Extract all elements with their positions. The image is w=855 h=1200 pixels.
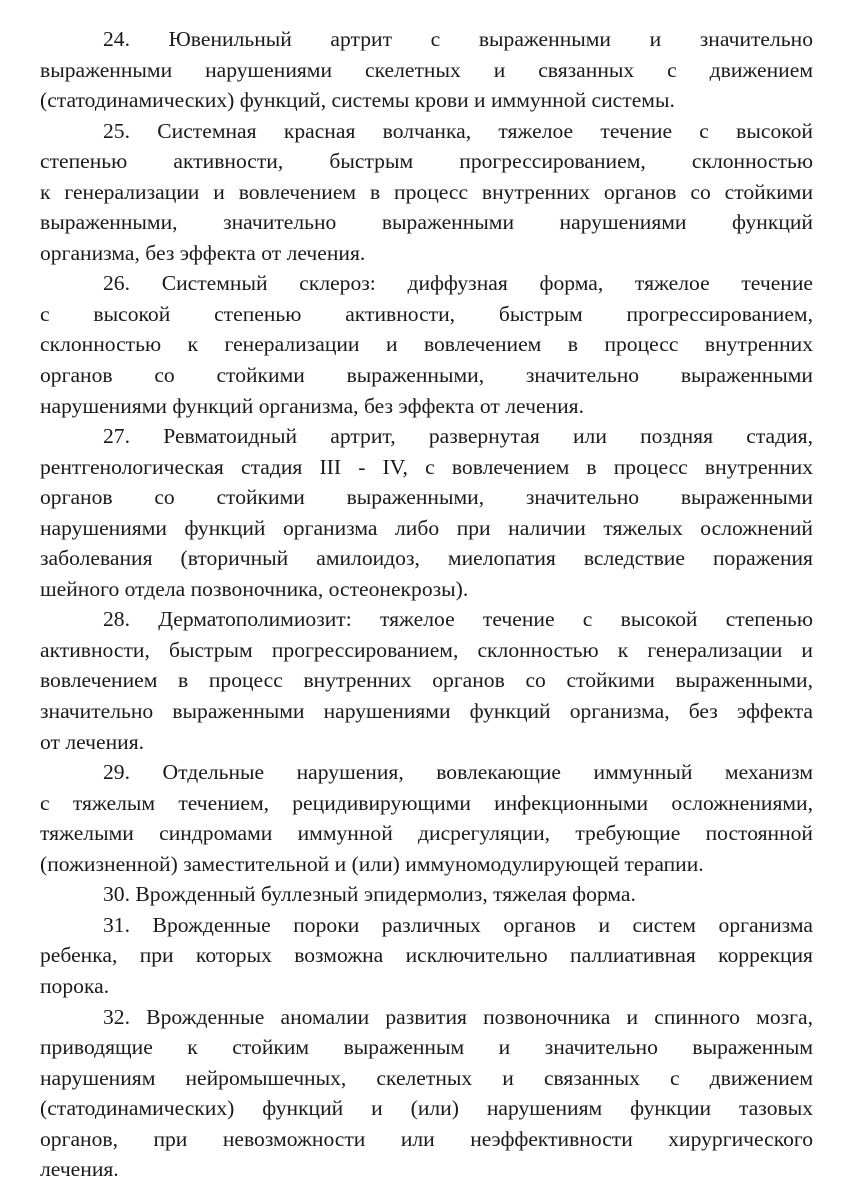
paragraph-line: 27. Ревматоидный артрит, развернутая или поздняя стадия, (103, 424, 813, 449)
paragraph-line: нарушениями функций организма либо при наличии тяжелых осложнений (40, 515, 813, 540)
paragraph-line: рентгенологическая стадия III - IV, с вовлечением в процесс внутренних (40, 454, 813, 479)
paragraph-line: тяжелыми синдромами иммунной дисрегуляции, требующие постоянной (40, 821, 813, 846)
list-item-27 (40, 421, 813, 604)
list-item-30 (40, 879, 813, 910)
paragraph-line: выраженными, значительно выраженными нарушениями функций (40, 210, 813, 235)
paragraph-line: 25. Системная красная волчанка, тяжелое течение с высокой (103, 118, 813, 143)
paragraph-line: лечения. (40, 1157, 119, 1182)
list-item-28 (40, 604, 813, 757)
paragraph-line: активности, быстрым прогрессированием, склонностью к генерализации и (40, 637, 813, 662)
paragraph-line: склонностью к генерализации и вовлечением в процесс внутренних (40, 332, 813, 357)
list-item-24 (40, 24, 813, 116)
paragraph-line: органов со стойкими выраженными, значительно выраженными (40, 485, 813, 510)
paragraph-line: 29. Отдельные нарушения, вовлекающие иммунный механизм (103, 760, 813, 785)
list-item-31 (40, 910, 813, 1002)
paragraph-line: от лечения. (40, 729, 145, 754)
paragraph-line: нарушениям нейромышечных, скелетных и связанных с движением (40, 1065, 813, 1090)
paragraph-line: степенью активности, быстрым прогрессированием, склонностью (40, 149, 813, 174)
paragraph-line: с тяжелым течением, рецидивирующими инфекционными осложнениями, (40, 790, 813, 815)
paragraph-line: заболевания (вторичный амилоидоз, миелопатия вследствие поражения (40, 546, 813, 571)
paragraph-line: с высокой степенью активности, быстрым прогрессированием, (40, 301, 813, 326)
paragraph-line: приводящие к стойким выраженным и значительно выраженным (40, 1035, 813, 1060)
paragraph-line: к генерализации и вовлечением в процесс внутренних органов со стойкими (40, 179, 813, 204)
paragraph-line: 24. Ювенильный артрит с выраженными и значительно (103, 27, 813, 51)
paragraph-line: органов, при невозможности или неэффективности хирургического (40, 1126, 813, 1151)
document-page (40, 24, 813, 1185)
paragraph-line: порока. (40, 973, 110, 998)
paragraph-line: ребенка, при которых возможна исключительно паллиативная коррекция (40, 943, 813, 968)
paragraph-line: (статодинамических) функций, системы крови и иммунной системы. (40, 88, 675, 113)
paragraph-line: органов со стойкими выраженными, значительно выраженными (40, 363, 813, 388)
paragraph-line: выраженными нарушениями скелетных и связанных с движением (40, 57, 813, 82)
list-item-29 (40, 757, 813, 879)
paragraph-line: шейного отдела позвоночника, остеонекрозы). (40, 576, 469, 601)
list-item-26 (40, 268, 813, 421)
paragraph-line: нарушениями функций организма, без эффекта от лечения. (40, 393, 584, 418)
paragraph-line: (пожизненной) заместительной и (или) иммуномодулирующей терапии. (40, 851, 704, 876)
list-item-25 (40, 116, 813, 269)
list-item-32 (40, 1002, 813, 1185)
paragraph-line: (статодинамических) функций и (или) нарушениям функции тазовых (40, 1096, 813, 1121)
paragraph-line: 28. Дерматополимиозит: тяжелое течение с высокой степенью (103, 607, 813, 632)
paragraph-line: организма, без эффекта от лечения. (40, 240, 366, 265)
paragraph-line: 26. Системный склероз: диффузная форма, тяжелое течение (103, 271, 813, 296)
paragraph-line: вовлечением в процесс внутренних органов со стойкими выраженными, (40, 668, 813, 693)
paragraph-line: 30. Врожденный буллезный эпидермолиз, тяжелая форма. (103, 882, 636, 907)
paragraph-line: 32. Врожденные аномалии развития позвоночника и спинного мозга, (103, 1004, 813, 1029)
paragraph-line: 31. Врожденные пороки различных органов и систем организма (103, 912, 813, 937)
paragraph-line: значительно выраженными нарушениями функций организма, без эффекта (40, 699, 813, 724)
